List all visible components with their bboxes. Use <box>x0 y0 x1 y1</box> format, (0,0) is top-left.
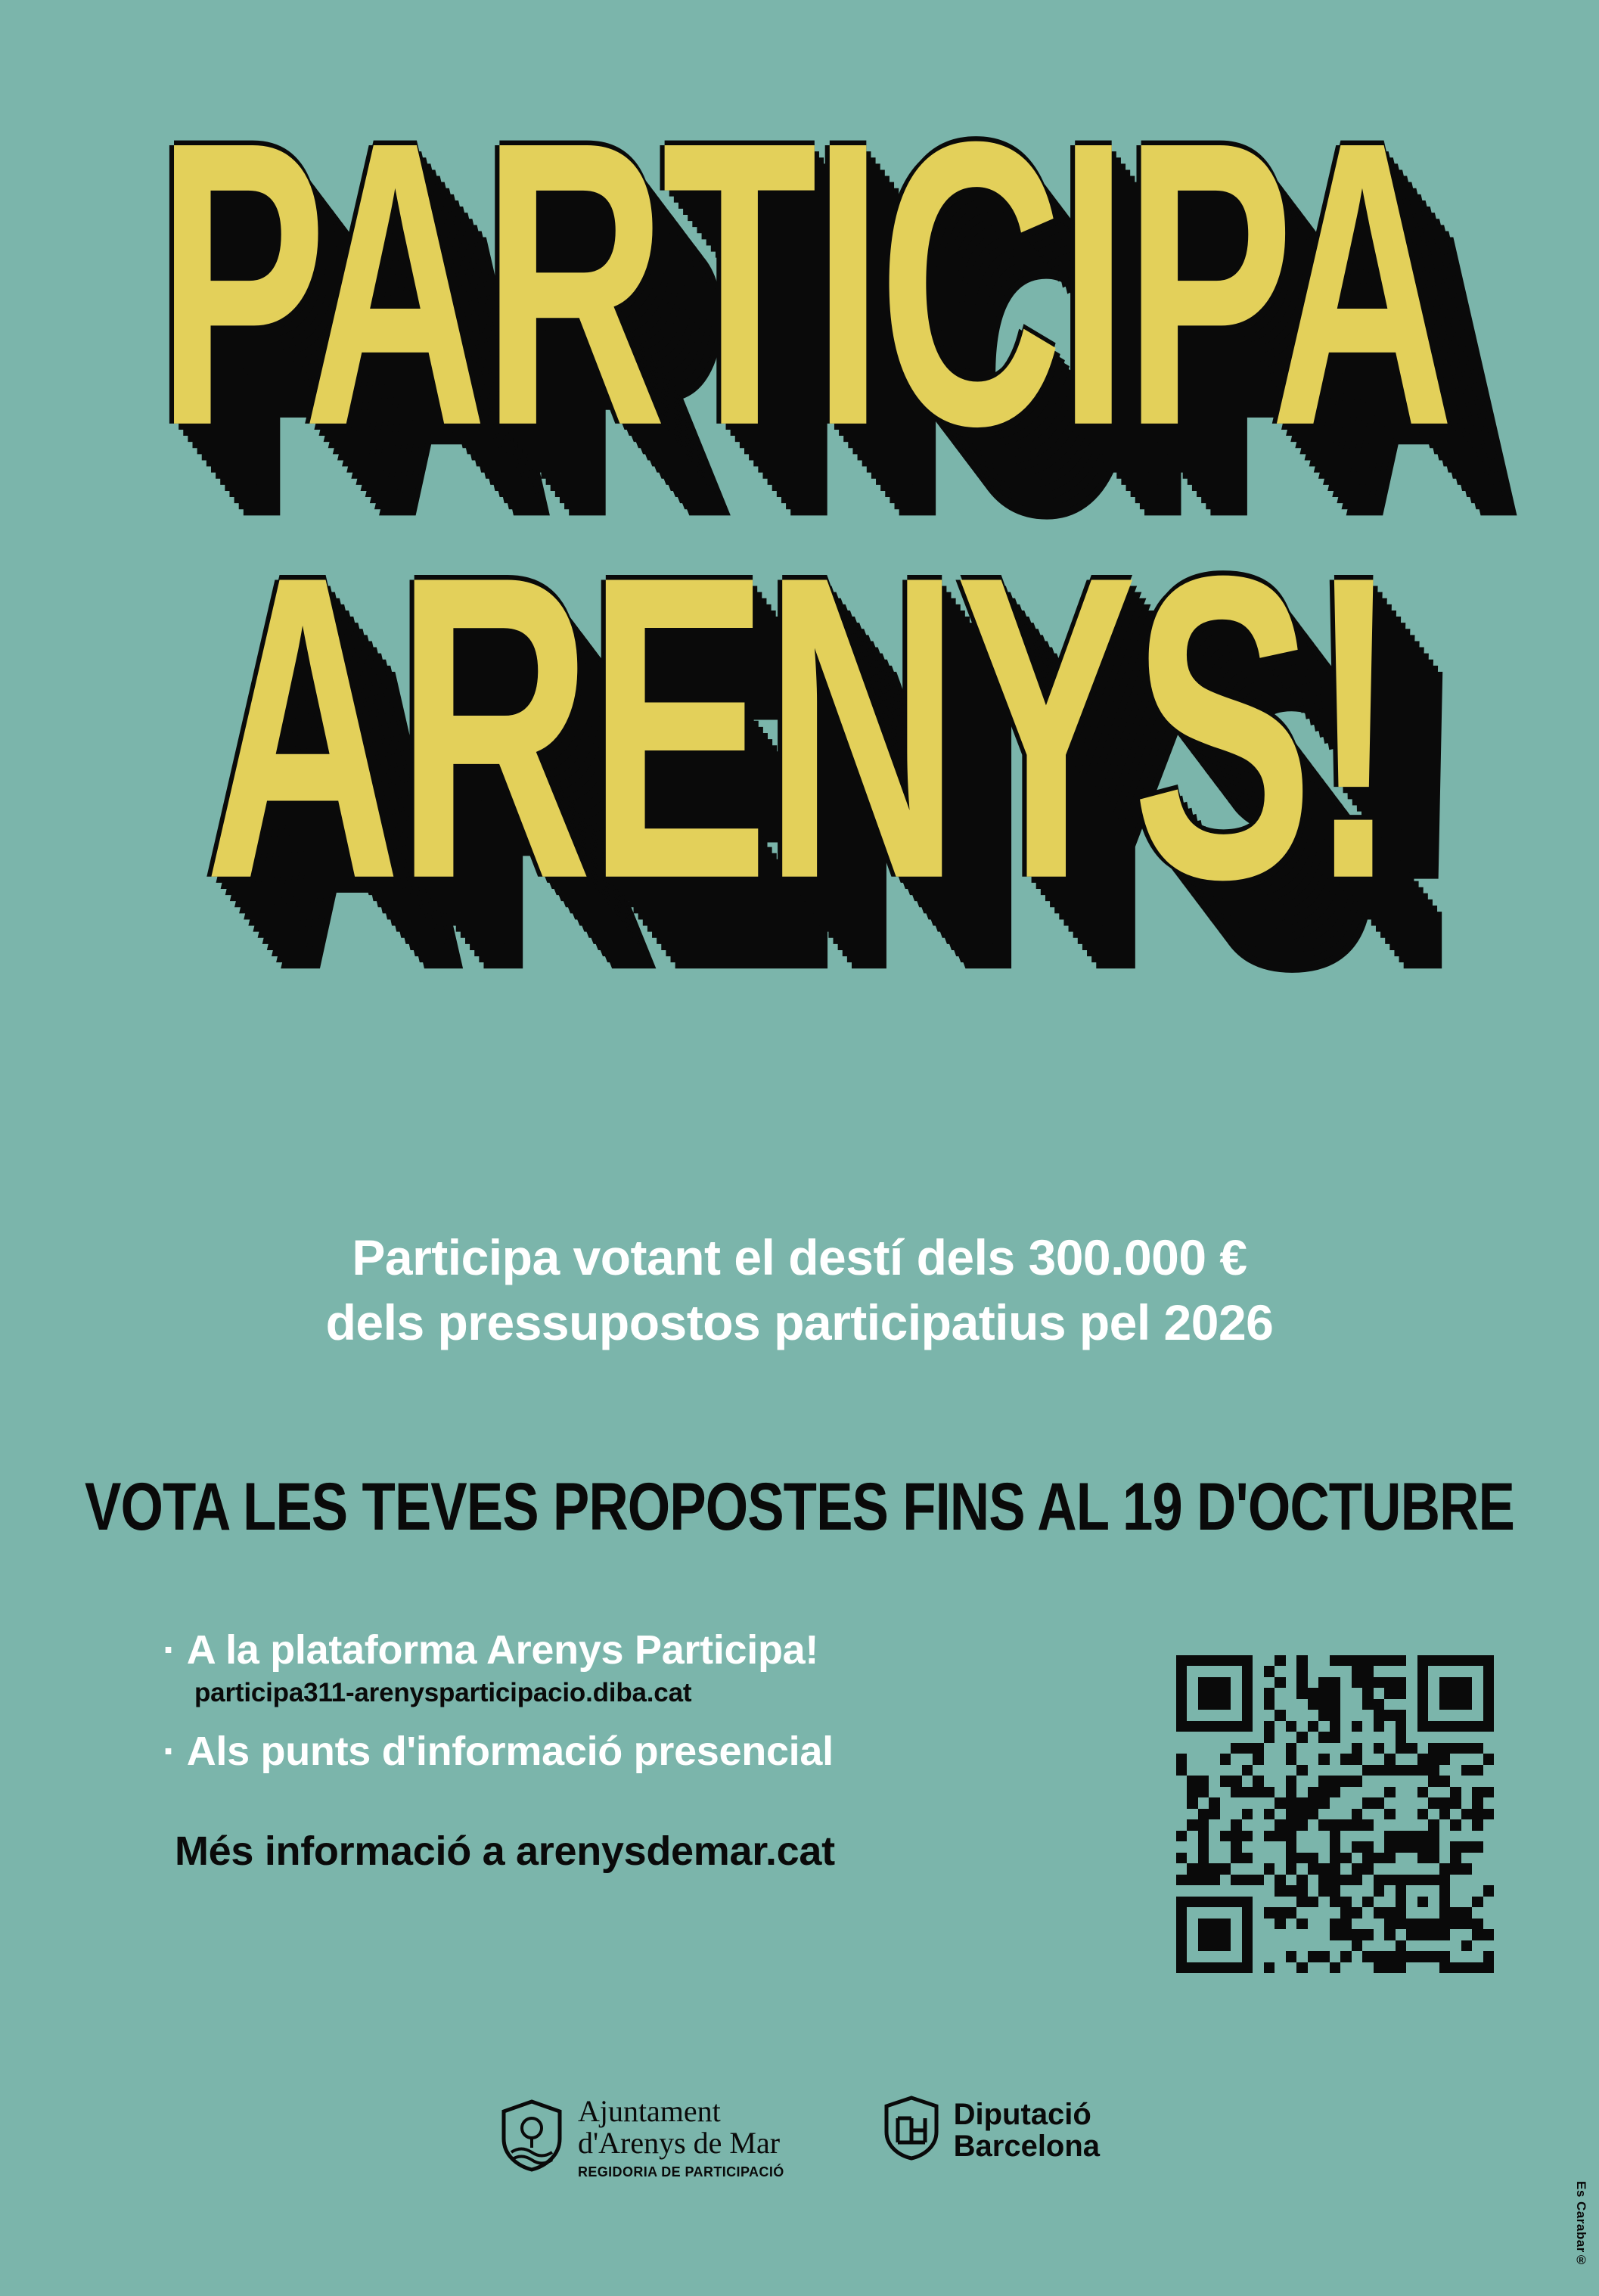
bullet-icon: · <box>163 1627 176 1673</box>
poster-subtitle <box>0 1226 1599 1356</box>
arenys-de-mar-crest-icon <box>499 2099 564 2176</box>
list-item <box>163 1626 1184 1673</box>
qr-code-grid <box>1176 1655 1494 1973</box>
logo-ajuntament-text <box>578 2096 784 2179</box>
subtitle-line-1: Participa votant el destí dels 300.000 € <box>352 1229 1247 1285</box>
logo-diputacio-text <box>954 2099 1100 2162</box>
list-item <box>163 1728 1184 1775</box>
bullet-icon: · <box>163 1729 176 1775</box>
logo-line-1: Diputació <box>953 2097 1091 2131</box>
headline-line-2: ARENYS! <box>204 486 1395 969</box>
logo-ajuntament-arenys-de-mar <box>499 2096 784 2179</box>
logo-diputacio-barcelona <box>883 2096 1100 2164</box>
poster-headline <box>0 57 1599 969</box>
logo-line-2: Barcelona <box>953 2129 1101 2163</box>
logo-line-3: REGIDORIA DE PARTICIPACIÓ <box>577 2164 784 2179</box>
channel-label-platform: A la plataforma Arenys Participa! <box>186 1627 819 1673</box>
logo-line-1: Ajuntament <box>577 2094 721 2128</box>
design-credit: Es Carabar® <box>1574 2180 1588 2267</box>
qr-code-icon[interactable] <box>1176 1655 1494 1973</box>
logo-line-2: d'Arenys de Mar <box>577 2126 781 2160</box>
channels-list <box>163 1626 1184 1875</box>
deadline-text: VOTA LES TEVES PROPOSTES FINS AL 19 D'OCTUBRE <box>85 1468 1514 1545</box>
platform-url[interactable]: participa311-arenysparticipacio.diba.cat <box>194 1678 692 1708</box>
headline-line-2-wrap <box>0 486 1599 969</box>
more-info-text[interactable]: Més informació a arenysdemar.cat <box>175 1828 835 1875</box>
footer-logos <box>0 2096 1599 2179</box>
headline-line-1: PARTICIPA <box>157 57 1450 510</box>
subtitle-line-2: dels pressupostos participatius pel 2026 <box>325 1294 1274 1350</box>
channel-label-presencial: Als punts d'informació presencial <box>186 1729 834 1775</box>
diputacio-barcelona-crest-icon <box>883 2096 940 2164</box>
